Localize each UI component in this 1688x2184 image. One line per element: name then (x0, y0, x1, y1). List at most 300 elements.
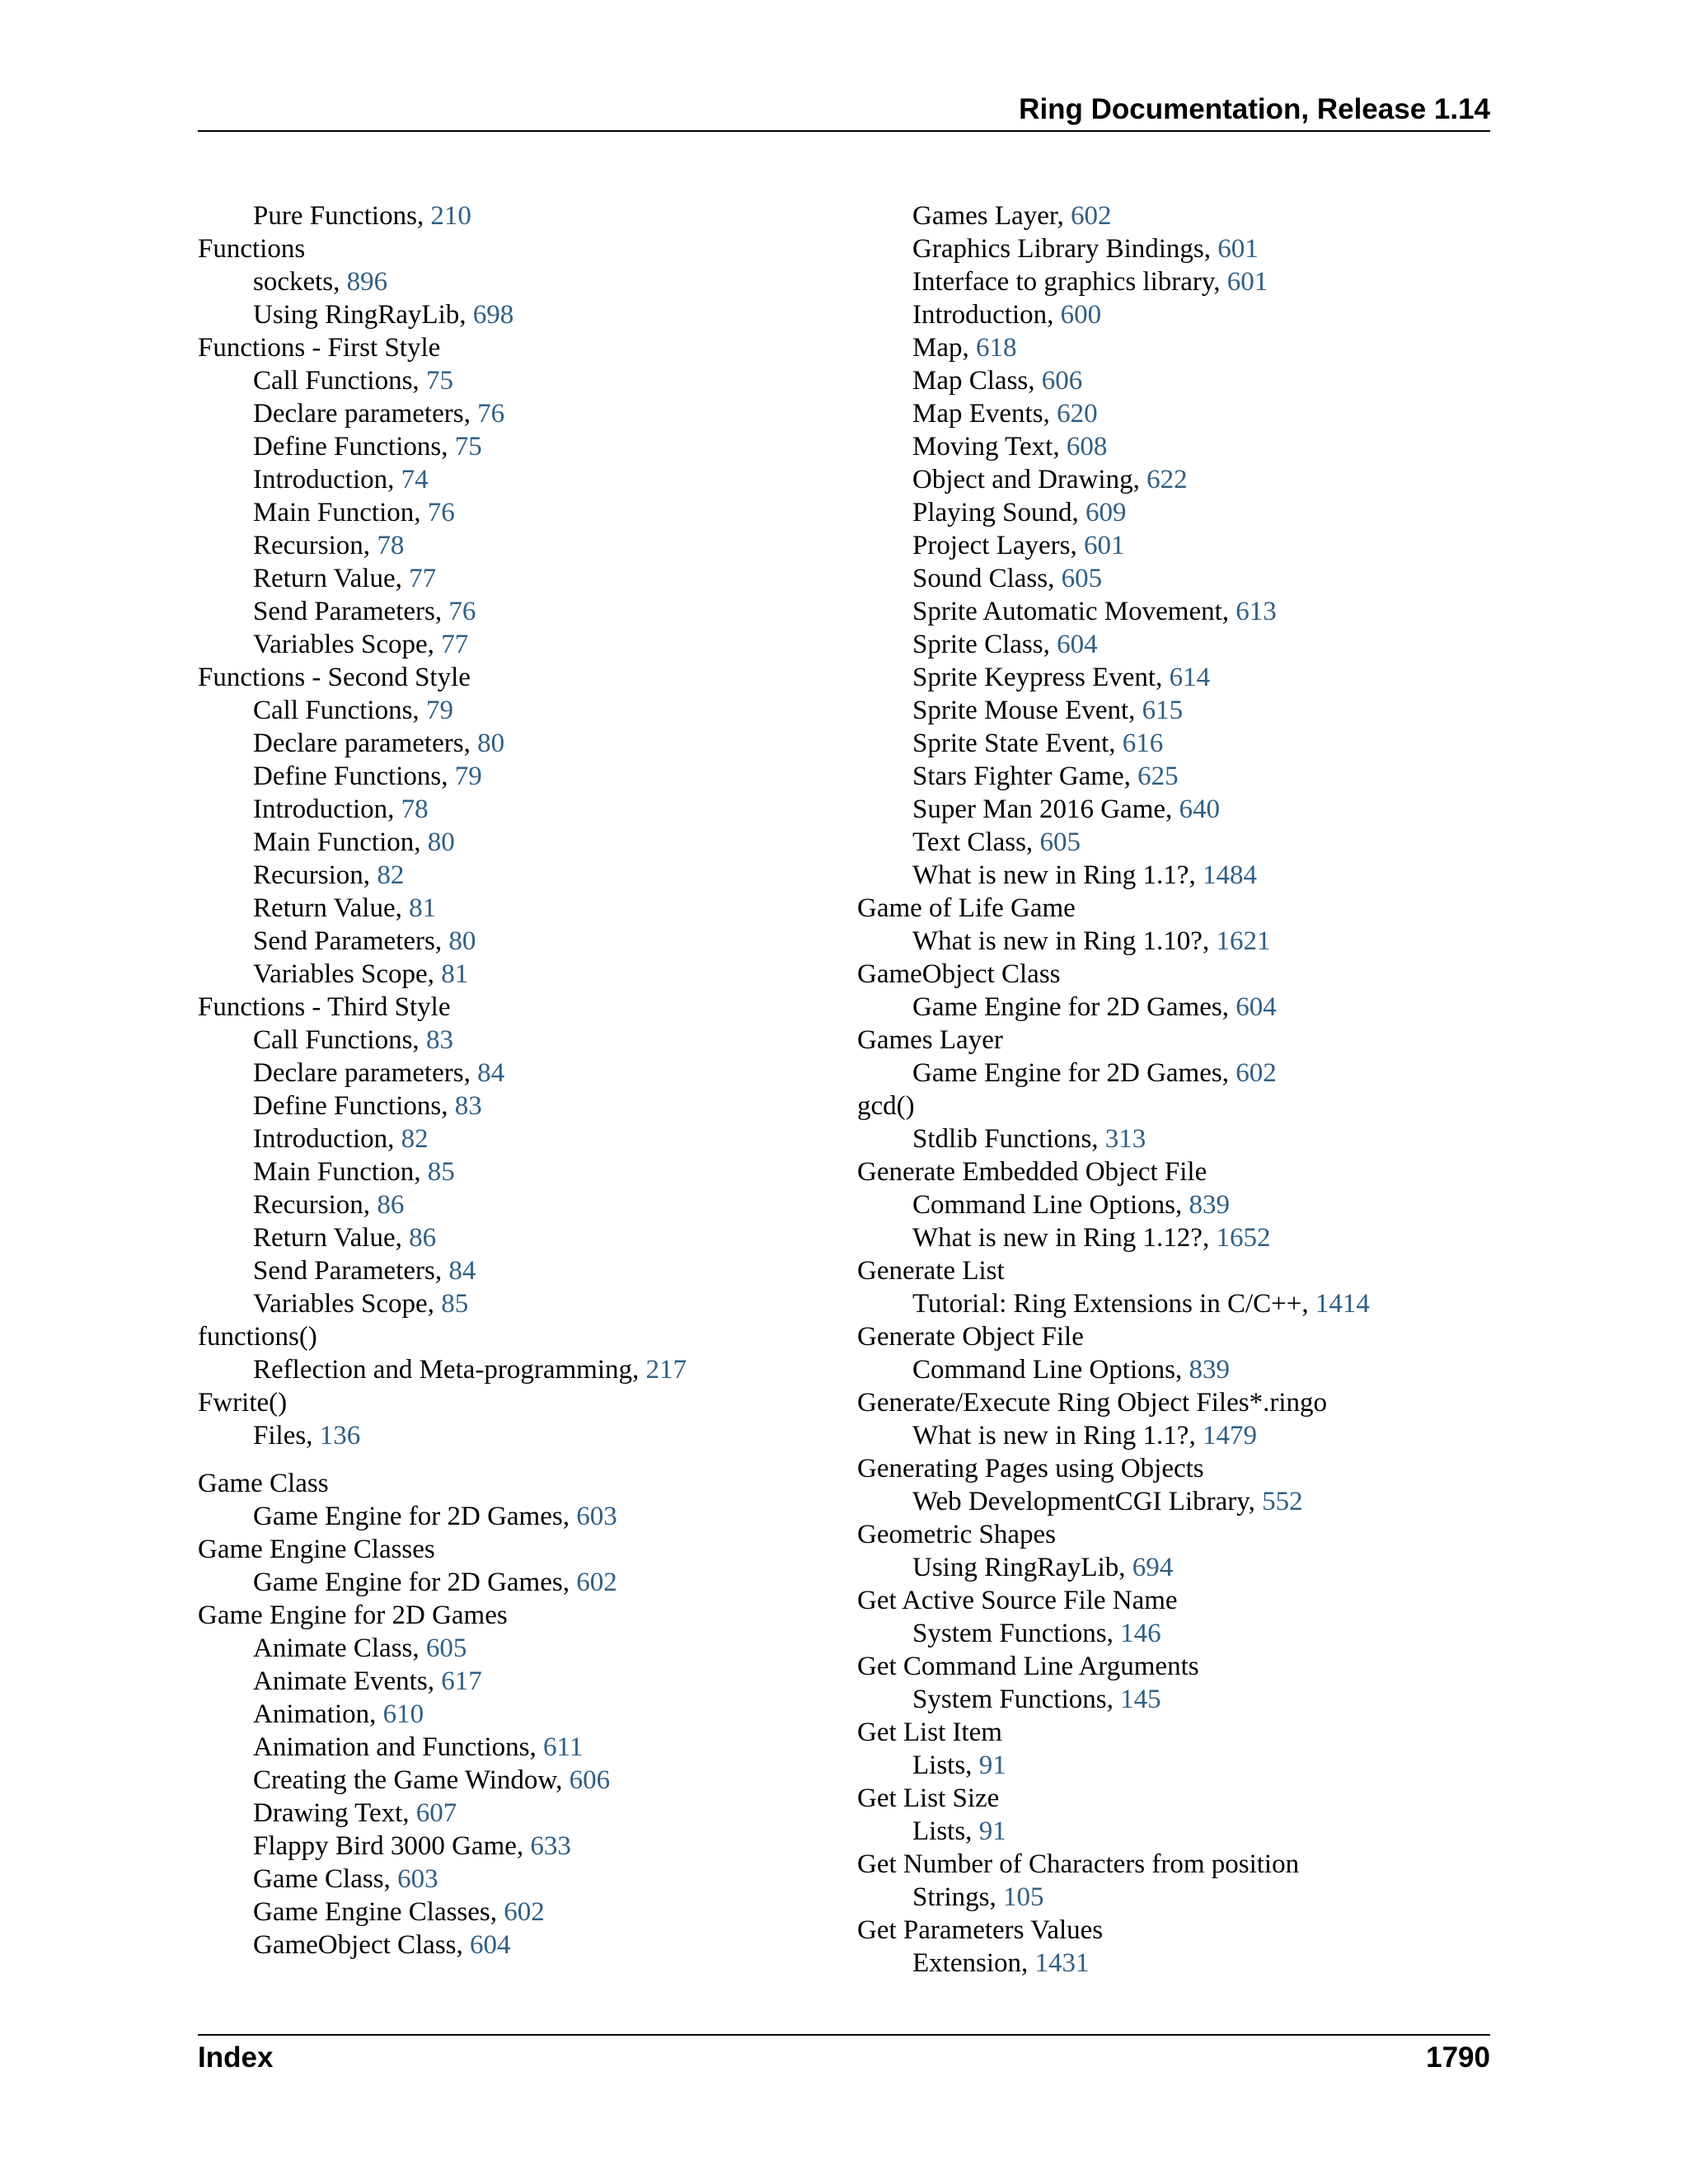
index-subentry (198, 1122, 824, 1155)
index-subentry (198, 727, 824, 760)
entry-label: Return Value, (253, 564, 410, 593)
index-subentry (198, 760, 824, 793)
entry-label: Send Parameters, (253, 926, 449, 956)
page-link[interactable]: 616 (1122, 729, 1164, 758)
entry-label: Lists, (912, 1750, 979, 1780)
entry-label: Command Line Options, (912, 1355, 1189, 1385)
entry-label: Extension, (912, 1948, 1035, 1978)
entry-label: Sprite Keypress Event, (912, 663, 1170, 692)
entry-label: Pure Functions, (253, 201, 431, 231)
page-link[interactable]: 606 (1041, 366, 1083, 396)
entry-label: GameObject Class, (253, 1930, 471, 1960)
entry-label: Game Engine Classes (198, 1535, 435, 1564)
index-subentry (198, 199, 824, 232)
entry-label: Using RingRayLib, (912, 1553, 1132, 1582)
entry-label: Define Functions, (253, 762, 455, 791)
entry-label: Graphics Library Bindings, (912, 234, 1218, 264)
page-link[interactable]: 640 (1179, 794, 1221, 824)
page-link[interactable]: 622 (1146, 465, 1188, 494)
index-subentry (857, 826, 1484, 859)
entry-label: What is new in Ring 1.1?, (912, 1421, 1203, 1451)
index-term (198, 1533, 824, 1566)
entry-label: Map, (912, 333, 976, 363)
footer-section-label: Index (198, 2041, 274, 2074)
entry-label: Map Class, (912, 366, 1042, 396)
entry-label: Fwrite() (198, 1388, 288, 1418)
index-term (198, 232, 824, 265)
page-link[interactable]: 604 (1236, 992, 1277, 1022)
index-term (198, 1467, 824, 1500)
index-subentry (198, 1764, 824, 1797)
entry-label: Animation and Functions, (253, 1732, 543, 1762)
page-link[interactable]: 611 (542, 1732, 584, 1762)
entry-label: Main Function, (253, 498, 428, 527)
entry-label: Generate Object File (857, 1322, 1084, 1352)
page-link[interactable]: 77 (409, 564, 437, 593)
index-subentry (857, 397, 1484, 430)
index-subentry (198, 1287, 824, 1320)
index-subentry (198, 364, 824, 397)
page-link[interactable]: 603 (576, 1502, 617, 1531)
index-subentry (198, 1254, 824, 1287)
index-term (198, 1599, 824, 1632)
page-link[interactable]: 620 (1057, 399, 1098, 429)
page-link[interactable]: 614 (1169, 663, 1211, 692)
index-subentry (198, 925, 824, 958)
index-subentry (857, 496, 1484, 529)
index-subentry (198, 463, 824, 496)
page-link[interactable]: 145 (1120, 1685, 1161, 1714)
entry-label: Creating the Game Window, (253, 1765, 570, 1795)
entry-label: Stars Fighter Game, (912, 762, 1138, 791)
page-link[interactable]: 1479 (1202, 1421, 1257, 1451)
entry-label: Sprite Automatic Movement, (912, 597, 1236, 626)
entry-label: Game Class, (253, 1864, 398, 1894)
index-subentry (857, 1749, 1484, 1782)
entry-label: Strings, (912, 1882, 1004, 1912)
entry-label: Main Function, (253, 1157, 428, 1187)
entry-label: Reflection and Meta-programming, (253, 1355, 646, 1385)
page-link[interactable]: 85 (427, 1157, 455, 1187)
entry-label: Define Functions, (253, 432, 455, 462)
index-term (857, 1848, 1484, 1881)
page-link[interactable]: 602 (504, 1897, 545, 1927)
index-term (857, 1518, 1484, 1551)
page-link[interactable]: 605 (425, 1633, 467, 1663)
entry-label: Send Parameters, (253, 597, 449, 626)
index-subentry (198, 1024, 824, 1057)
entry-label: Functions - Third Style (198, 992, 451, 1022)
index-subentry (857, 265, 1484, 298)
entry-label: Return Value, (253, 1223, 410, 1253)
index-subentry (198, 1221, 824, 1254)
index-subentry (857, 298, 1484, 331)
entry-label: Lists, (912, 1816, 979, 1846)
entry-label: Declare parameters, (253, 1058, 478, 1088)
index-subentry (198, 1731, 824, 1764)
index-term (857, 1254, 1484, 1287)
index-column-right (857, 199, 1484, 1980)
index-subentry (857, 1353, 1484, 1386)
index-term (857, 1650, 1484, 1683)
page-link[interactable]: 615 (1142, 696, 1184, 725)
index-subentry (857, 661, 1484, 694)
index-subentry (198, 1353, 824, 1386)
index-column-left (198, 199, 824, 1961)
index-term (857, 1155, 1484, 1188)
footer-rule (198, 2034, 1490, 2036)
entry-label: Moving Text, (912, 432, 1067, 462)
entry-label: gcd() (857, 1091, 915, 1121)
index-subentry (198, 694, 824, 727)
entry-label: System Functions, (912, 1619, 1121, 1648)
entry-label: Call Functions, (253, 1025, 426, 1055)
page-link[interactable]: 839 (1189, 1190, 1230, 1220)
entry-label: Get Number of Characters from position (857, 1849, 1300, 1879)
page-link[interactable]: 80 (448, 926, 476, 956)
index-subentry (198, 529, 824, 562)
entry-label: Variables Scope, (253, 959, 442, 989)
index-subentry (857, 1057, 1484, 1090)
index-subentry (198, 1665, 824, 1698)
page-link[interactable]: 217 (645, 1355, 687, 1385)
page-link[interactable]: 625 (1137, 762, 1179, 791)
page-link[interactable]: 613 (1236, 597, 1277, 626)
page-link[interactable]: 77 (441, 630, 469, 659)
index-subentry (198, 1896, 824, 1929)
entry-label: Animate Events, (253, 1666, 442, 1696)
entry-label: Functions - First Style (198, 333, 441, 363)
page-link[interactable]: 1652 (1216, 1223, 1271, 1253)
page-link[interactable]: 313 (1104, 1124, 1146, 1154)
index-subentry (198, 1830, 824, 1863)
index-term (857, 1386, 1484, 1419)
page-link[interactable]: 839 (1189, 1355, 1230, 1385)
index-subentry (857, 463, 1484, 496)
index-subentry (198, 1057, 824, 1090)
page-link[interactable]: 698 (472, 300, 514, 330)
index-subentry (857, 1419, 1484, 1452)
entry-label: Geometric Shapes (857, 1520, 1057, 1549)
entry-label: What is new in Ring 1.1?, (912, 860, 1203, 890)
page-link[interactable]: 74 (401, 465, 429, 494)
entry-label: Introduction, (253, 465, 401, 494)
entry-label: Sprite State Event, (912, 729, 1123, 758)
index-term (198, 331, 824, 364)
page-link[interactable]: 600 (1060, 300, 1102, 330)
entry-label: Main Function, (253, 827, 428, 857)
page-link[interactable]: 552 (1262, 1487, 1303, 1516)
index-subentry (857, 529, 1484, 562)
entry-label: Project Layers, (912, 531, 1085, 560)
page-link[interactable]: 146 (1120, 1619, 1161, 1648)
index-subentry (857, 364, 1484, 397)
entry-label: Drawing Text, (253, 1798, 416, 1828)
page-link[interactable]: 608 (1066, 432, 1108, 462)
index-subentry (198, 1090, 824, 1122)
page-link[interactable]: 80 (427, 827, 455, 857)
entry-label: Introduction, (912, 300, 1061, 330)
entry-label: Map Events, (912, 399, 1057, 429)
entry-label: Game Engine for 2D Games, (912, 1058, 1236, 1088)
entry-label: Get Active Source File Name (857, 1586, 1178, 1615)
entry-label: Introduction, (253, 1124, 401, 1154)
index-subentry (198, 628, 824, 661)
page-number: 1790 (1426, 2041, 1490, 2074)
running-header: Ring Documentation, Release 1.14 (1019, 93, 1490, 125)
index-subentry (198, 265, 824, 298)
index-subentry (857, 628, 1484, 661)
entry-label: Generating Pages using Objects (857, 1454, 1204, 1483)
index-subentry (198, 496, 824, 529)
page-link[interactable]: 694 (1132, 1553, 1174, 1582)
entry-label: Tutorial: Ring Extensions in C/C++, (912, 1289, 1315, 1319)
entry-label: Call Functions, (253, 366, 426, 396)
index-subentry (198, 958, 824, 991)
page-link[interactable]: 91 (978, 1816, 1006, 1846)
page-link[interactable]: 606 (569, 1765, 611, 1795)
index-subentry (857, 1617, 1484, 1650)
page-link[interactable]: 602 (1236, 1058, 1277, 1088)
page-link[interactable]: 604 (470, 1930, 511, 1960)
page-link[interactable]: 603 (397, 1864, 438, 1894)
entry-label: Recursion, (253, 860, 377, 890)
page-link[interactable]: 84 (477, 1058, 505, 1088)
index-term (857, 1024, 1484, 1057)
page-link[interactable]: 607 (415, 1798, 457, 1828)
index-term (857, 1452, 1484, 1485)
index-subentry (198, 562, 824, 595)
index-subentry (198, 1419, 824, 1452)
index-term (857, 1716, 1484, 1749)
index-subentry (198, 298, 824, 331)
index-subentry (198, 892, 824, 925)
page-link[interactable]: 76 (448, 597, 476, 626)
page-link[interactable]: 86 (409, 1223, 437, 1253)
index-subentry (857, 1683, 1484, 1716)
page-link[interactable]: 1431 (1034, 1948, 1090, 1978)
index-subentry (198, 1500, 824, 1533)
entry-label: Sprite Class, (912, 630, 1057, 659)
index-subentry (198, 1566, 824, 1599)
page-link[interactable]: 83 (454, 1091, 482, 1121)
entry-label: Super Man 2016 Game, (912, 794, 1179, 824)
page-link[interactable]: 896 (346, 267, 388, 297)
index-subentry (857, 1815, 1484, 1848)
index-subentry (198, 859, 824, 892)
entry-label: Call Functions, (253, 696, 426, 725)
entry-label: Game Engine Classes, (253, 1897, 504, 1927)
page-link[interactable]: 75 (425, 366, 453, 396)
index-subentry (198, 397, 824, 430)
page-link[interactable]: 91 (978, 1750, 1006, 1780)
page-link[interactable]: 79 (425, 696, 453, 725)
entry-label: Get List Size (857, 1783, 1000, 1813)
page-link[interactable]: 105 (1003, 1882, 1044, 1912)
entry-label: Object and Drawing, (912, 465, 1147, 494)
page-link[interactable]: 84 (448, 1256, 476, 1286)
entry-label: Declare parameters, (253, 729, 478, 758)
entry-label: Define Functions, (253, 1091, 455, 1121)
entry-label: What is new in Ring 1.10?, (912, 926, 1217, 956)
page-link[interactable]: 604 (1057, 630, 1098, 659)
entry-label: GameObject Class (857, 959, 1061, 989)
page-link[interactable]: 86 (377, 1190, 405, 1220)
entry-label: Games Layer (857, 1025, 1003, 1055)
page-link[interactable]: 75 (454, 432, 482, 462)
entry-label: Game Class (198, 1469, 329, 1498)
entry-label: Get Parameters Values (857, 1915, 1104, 1945)
index-subentry (857, 331, 1484, 364)
page-link[interactable]: 83 (425, 1025, 453, 1055)
page-link[interactable]: 136 (319, 1421, 361, 1451)
index-subentry (198, 1698, 824, 1731)
page-link[interactable]: 82 (377, 860, 405, 890)
entry-label: Game Engine for 2D Games, (253, 1568, 577, 1597)
entry-label: Declare parameters, (253, 399, 478, 429)
page-link[interactable]: 76 (427, 498, 455, 527)
entry-label: Generate List (857, 1256, 1005, 1286)
index-subentry (198, 1155, 824, 1188)
entry-label: Game of Life Game (857, 893, 1076, 923)
page-link[interactable]: 82 (401, 1124, 429, 1154)
index-subentry (198, 1797, 824, 1830)
page-link[interactable]: 1414 (1315, 1289, 1370, 1319)
entry-label: sockets, (253, 267, 347, 297)
index-term (857, 1914, 1484, 1947)
entry-label: Recursion, (253, 531, 377, 560)
entry-label: Return Value, (253, 893, 410, 923)
index-term (857, 1090, 1484, 1122)
page-link[interactable]: 76 (477, 399, 505, 429)
entry-label: Text Class, (912, 827, 1040, 857)
page-link[interactable]: 601 (1217, 234, 1259, 264)
entry-label: Sprite Mouse Event, (912, 696, 1142, 725)
entry-label: Game Engine for 2D Games, (912, 992, 1236, 1022)
index-subentry (198, 826, 824, 859)
index-subentry (857, 793, 1484, 826)
page-link[interactable]: 210 (430, 201, 471, 231)
page-link[interactable]: 79 (454, 762, 482, 791)
entry-label: Generate Embedded Object File (857, 1157, 1207, 1187)
index-subentry (857, 760, 1484, 793)
page-link[interactable]: 618 (976, 333, 1017, 363)
entry-label: Game Engine for 2D Games (198, 1601, 508, 1630)
index-subentry (198, 793, 824, 826)
entry-label: Functions - Second Style (198, 663, 471, 692)
entry-label: Variables Scope, (253, 630, 442, 659)
entry-label: Get Command Line Arguments (857, 1652, 1199, 1681)
index-subentry (857, 859, 1484, 892)
entry-label: Stdlib Functions, (912, 1124, 1105, 1154)
entry-label: Generate/Execute Ring Object Files*.ringo (857, 1388, 1327, 1418)
header-rule (198, 130, 1490, 132)
index-term (198, 991, 824, 1024)
page-link[interactable]: 602 (1071, 201, 1112, 231)
index-term (857, 1584, 1484, 1617)
index-subentry (857, 1881, 1484, 1914)
entry-label: Command Line Options, (912, 1190, 1189, 1220)
entry-label: Get List Item (857, 1718, 1002, 1747)
entry-label: Sound Class, (912, 564, 1062, 593)
entry-label: Files, (253, 1421, 320, 1451)
entry-label: Playing Sound, (912, 498, 1085, 527)
page-link[interactable]: 602 (576, 1568, 617, 1597)
entry-label: Introduction, (253, 794, 401, 824)
entry-label: Variables Scope, (253, 1289, 442, 1319)
index-term (857, 1782, 1484, 1815)
entry-label: Recursion, (253, 1190, 377, 1220)
page-link[interactable]: 601 (1226, 267, 1268, 297)
page-link[interactable]: 85 (441, 1289, 469, 1319)
entry-label: Games Layer, (912, 201, 1071, 231)
index-subentry (198, 1929, 824, 1961)
index-subentry (198, 595, 824, 628)
index-subentry (857, 727, 1484, 760)
index-term (198, 1386, 824, 1419)
page-link[interactable]: 609 (1085, 498, 1127, 527)
index-term (857, 892, 1484, 925)
index-term (857, 958, 1484, 991)
page-link[interactable]: 617 (441, 1666, 482, 1696)
page-link[interactable]: 633 (530, 1831, 571, 1861)
index-term (198, 1320, 824, 1353)
index-term (198, 661, 824, 694)
index-subentry (857, 1485, 1484, 1518)
page-link[interactable]: 1621 (1216, 926, 1271, 956)
index-subentry (857, 595, 1484, 628)
page-link[interactable]: 601 (1084, 531, 1125, 560)
entry-label: System Functions, (912, 1685, 1121, 1714)
page-link[interactable]: 80 (477, 729, 505, 758)
index-subentry (857, 1122, 1484, 1155)
index-term (857, 1320, 1484, 1353)
index-subentry (857, 1221, 1484, 1254)
index-subentry (198, 430, 824, 463)
index-subentry (857, 1947, 1484, 1980)
entry-label: Game Engine for 2D Games, (253, 1502, 577, 1531)
page-link[interactable]: 605 (1061, 564, 1103, 593)
index-subentry (857, 1188, 1484, 1221)
page-link[interactable]: 605 (1039, 827, 1081, 857)
entry-label: Interface to graphics library, (912, 267, 1227, 297)
index-subentry (857, 430, 1484, 463)
entry-label: Functions (198, 234, 306, 264)
entry-label: Using RingRayLib, (253, 300, 473, 330)
index-subentry (857, 1287, 1484, 1320)
page-link[interactable]: 78 (377, 531, 405, 560)
page-link[interactable]: 610 (382, 1699, 424, 1729)
index-subentry (198, 1863, 824, 1896)
entry-label: Animation, (253, 1699, 383, 1729)
index-subentry (857, 991, 1484, 1024)
page-link[interactable]: 81 (441, 959, 469, 989)
index-subentry (198, 1632, 824, 1665)
index-subentry (857, 694, 1484, 727)
index-subentry (857, 562, 1484, 595)
entry-label: functions() (198, 1322, 317, 1352)
entry-label: Animate Class, (253, 1633, 426, 1663)
index-subentry (857, 1551, 1484, 1584)
entry-label: Web DevelopmentCGI Library, (912, 1487, 1263, 1516)
index-subentry (198, 1188, 824, 1221)
index-subentry (857, 199, 1484, 232)
page-link[interactable]: 1484 (1202, 860, 1257, 890)
page-link[interactable]: 81 (409, 893, 437, 923)
entry-label: Send Parameters, (253, 1256, 449, 1286)
entry-label: Flappy Bird 3000 Game, (253, 1831, 531, 1861)
page-link[interactable]: 78 (401, 794, 429, 824)
